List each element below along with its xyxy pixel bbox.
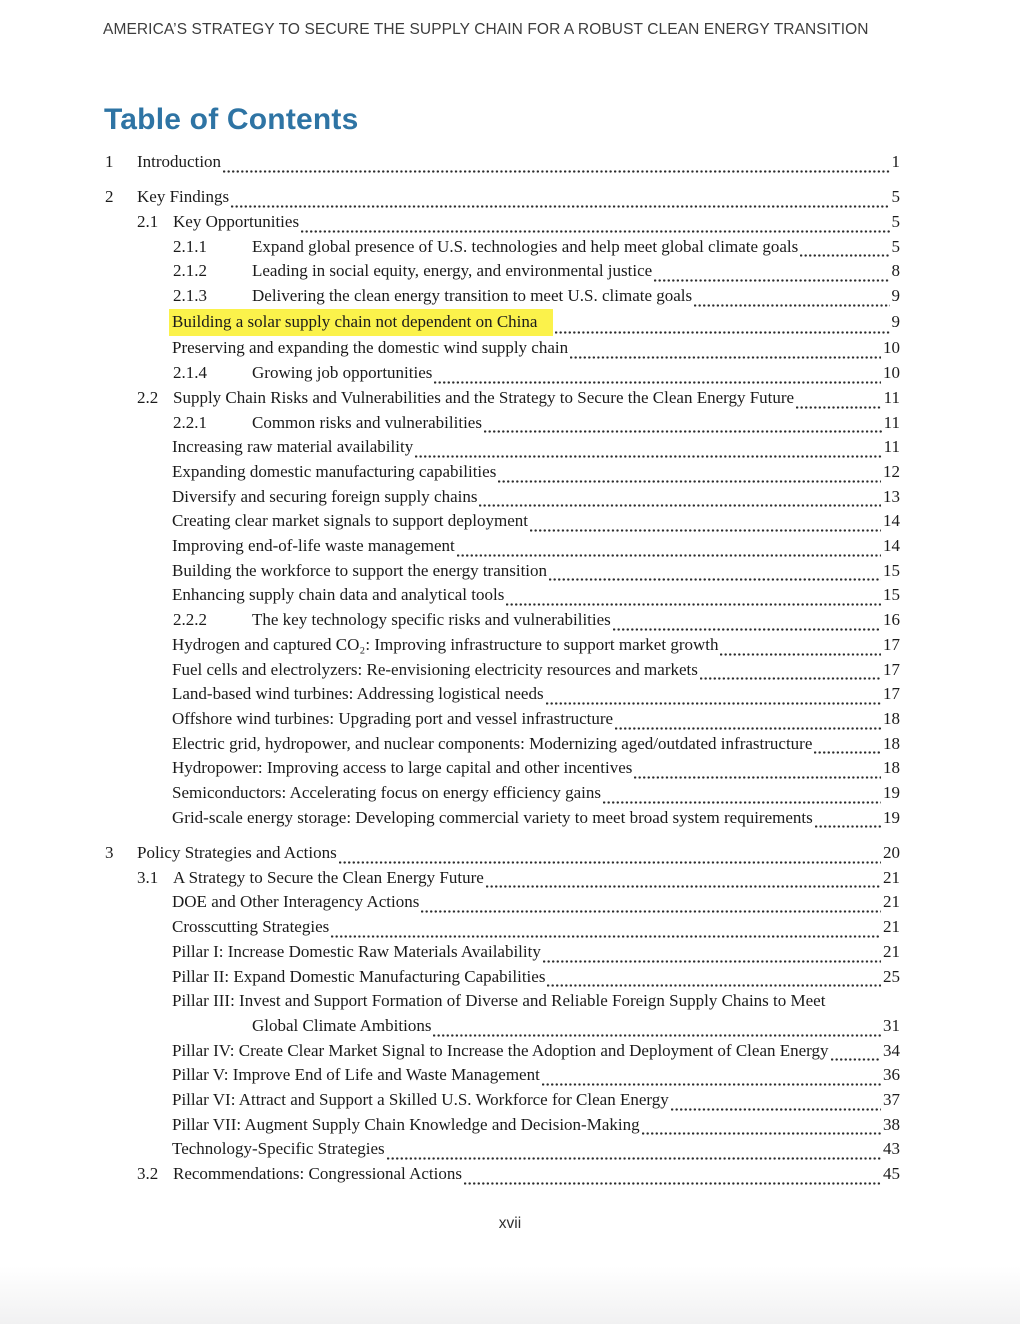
toc-entry-label: Growing job opportunities [252, 363, 433, 383]
dot-leader [421, 908, 881, 915]
dot-leader [223, 168, 889, 175]
toc-entry-page: 5 [891, 211, 900, 231]
toc-entry[interactable] [105, 1039, 900, 1064]
dot-leader [547, 982, 881, 989]
toc-entry[interactable] [105, 583, 900, 608]
toc-entry-label: Hydropower: Improving access to large capital and other incentives [172, 758, 633, 778]
toc-entry-label: Building a solar supply chain not dependent on China [169, 309, 553, 337]
toc-entry-number: 2.2.1 [173, 412, 207, 432]
dot-leader [642, 1130, 881, 1137]
dot-leader [831, 1056, 881, 1063]
dot-leader [506, 601, 881, 608]
toc-entry[interactable] [105, 608, 900, 633]
toc-entry-label: Delivering the clean energy transition to meet U.S. climate goals [252, 286, 693, 306]
toc-entry-page: 34 [883, 1040, 900, 1060]
toc-entry-label: Global Climate Ambitions [252, 1015, 432, 1035]
toc-entry-label: Creating clear market signals to support deployment [172, 511, 528, 531]
toc-entry-label: DOE and Other Interagency Actions [172, 892, 420, 912]
toc-entry-label: Policy Strategies and Actions [137, 842, 337, 862]
toc-entry-page: 17 [883, 659, 900, 679]
dot-leader [484, 428, 882, 435]
toc-entry-number: 2.1.3 [173, 286, 207, 306]
dot-leader [530, 527, 881, 534]
toc-entry[interactable] [105, 411, 900, 436]
toc-entry-label: Electric grid, hydropower, and nuclear components: Modernizing aged/outdated infrastructure [172, 733, 813, 753]
toc-entry[interactable] [105, 460, 900, 485]
toc-entry-page: 18 [883, 733, 900, 753]
toc-entry[interactable] [105, 781, 900, 806]
toc-entry[interactable] [105, 890, 900, 915]
footer-page-number: xvii [498, 1215, 522, 1232]
toc-entry-label: Grid-scale energy storage: Developing commercial variety to meet broad system requirements [172, 807, 813, 827]
toc-entry-page: 12 [883, 461, 900, 481]
toc-entry-label: Enhancing supply chain data and analytical tools [172, 585, 505, 605]
toc-entry-label: Pillar IV: Create Clear Market Signal to Increase the Adoption and Deployment of Clean Energy [172, 1040, 829, 1060]
toc-entry-page: 36 [883, 1065, 900, 1085]
toc-entry-label: Pillar I: Increase Domestic Raw Materials Availability [172, 941, 541, 961]
toc-entry-label: Improving end-of-life waste management [172, 536, 455, 556]
toc-entry[interactable] [105, 509, 900, 534]
toc-entry-label: Fuel cells and electrolyzers: Re-envisioning electricity resources and markets [172, 659, 698, 679]
toc-entry-page: 16 [883, 610, 900, 630]
toc-entry[interactable] [105, 965, 900, 990]
toc-entry-label: Expanding domestic manufacturing capabilities [172, 461, 497, 481]
toc-entry[interactable] [105, 1137, 900, 1162]
dot-leader [796, 404, 882, 411]
toc-entry[interactable] [105, 940, 900, 965]
toc-entry-page: 10 [883, 338, 900, 358]
toc-entry-page: 21 [883, 892, 900, 912]
dot-leader [654, 277, 889, 284]
dot-leader [613, 626, 881, 633]
toc-entry-page: 31 [883, 1015, 900, 1035]
toc-entry-label: Pillar V: Improve End of Life and Waste Management [172, 1065, 540, 1085]
toc-entry-page: 19 [883, 783, 900, 803]
dot-leader [331, 933, 881, 940]
dot-leader [433, 1032, 881, 1039]
toc-entry-label: Technology-Specific Strategies [172, 1139, 385, 1159]
toc-entry-page: 11 [883, 387, 900, 407]
toc-entry[interactable] [105, 534, 900, 559]
toc-entry-label: Expand global presence of U.S. technologies and help meet global climate goals [252, 236, 799, 256]
page-title: Table of Contents [104, 103, 359, 136]
toc-entry-label: A Strategy to Secure the Clean Energy Future [173, 867, 484, 887]
toc-entry[interactable] [105, 682, 900, 707]
dot-leader [603, 799, 881, 806]
dot-leader [301, 228, 889, 235]
toc-entry[interactable] [105, 336, 900, 361]
toc-entry-label: Introduction [137, 152, 222, 171]
toc-entry[interactable] [105, 361, 900, 386]
toc-entry[interactable] [105, 1063, 900, 1088]
toc-entry-label: Building the workforce to support the energy transition [172, 560, 548, 580]
toc-entry-number: 2 [105, 187, 114, 207]
toc-entry-label: Land-based wind turbines: Addressing logistical needs [172, 684, 544, 704]
toc-entry[interactable] [105, 435, 900, 460]
toc-entry[interactable] [105, 185, 900, 210]
toc-entry[interactable] [105, 284, 900, 309]
toc-entry[interactable] [105, 806, 900, 831]
toc-entry-page: 18 [883, 708, 900, 728]
toc-entry-page: 15 [883, 560, 900, 580]
dot-leader [720, 651, 881, 658]
toc-entry[interactable] [105, 1088, 900, 1113]
toc-entry-page: 5 [891, 187, 900, 207]
toc-entry-number: 3 [105, 842, 114, 862]
toc-entry-label: Key Opportunities [173, 211, 300, 231]
toc-entry-page: 19 [883, 807, 900, 827]
toc-entry-page: 10 [883, 363, 900, 383]
toc-entry-page: 11 [883, 412, 900, 432]
toc-entry-page: 45 [883, 1164, 900, 1184]
toc-entry-page: 14 [883, 536, 900, 556]
dot-leader [549, 576, 881, 583]
dot-leader [542, 1081, 881, 1088]
toc-entry-page: 21 [883, 867, 900, 887]
toc-entry-page: 21 [883, 917, 900, 937]
dot-leader [387, 1155, 881, 1162]
toc-entry-page: 17 [883, 634, 900, 654]
toc-entry-page: 38 [883, 1114, 900, 1134]
toc-entry[interactable] [105, 559, 900, 584]
dot-leader [555, 329, 889, 336]
dot-leader [570, 354, 881, 361]
toc-entry-label: Leading in social equity, energy, and environmental justice [252, 261, 653, 281]
toc-entry-label: Increasing raw material availability [172, 437, 414, 457]
dot-leader [634, 774, 881, 781]
toc-entry[interactable] [105, 1113, 900, 1138]
dot-leader [464, 1180, 881, 1187]
toc-entry-page: 20 [883, 842, 900, 862]
toc-entry-label: Pillar II: Expand Domestic Manufacturing Capabilities [172, 966, 546, 986]
toc-entry-number: 2.2 [137, 387, 159, 407]
toc-entry[interactable] [105, 386, 900, 411]
toc-entry-page: 5 [891, 236, 900, 256]
toc-entry[interactable] [105, 658, 900, 683]
dot-leader [415, 453, 881, 460]
toc-entry-label: Key Findings [137, 187, 230, 207]
toc-entry[interactable] [105, 633, 900, 658]
toc-entry-page: 9 [891, 286, 900, 306]
toc-entry-label: The key technology specific risks and vulnerabilities [252, 610, 611, 630]
dot-leader [543, 958, 881, 965]
toc-entry-label: Crosscutting Strategies [172, 917, 330, 937]
toc-entry-label: Semiconductors: Accelerating focus on energy efficiency gains [172, 783, 601, 803]
toc-entry[interactable] [105, 485, 900, 510]
toc-entry-label: Recommendations: Congressional Actions [173, 1164, 462, 1184]
toc-entry-number: 3.1 [137, 867, 159, 887]
document-running-header: AMERICA’S STRATEGY TO SECURE THE SUPPLY CHAIN FOR A ROBUST CLEAN ENERGY TRANSITION [103, 21, 869, 38]
toc-entry-page: 43 [883, 1139, 900, 1159]
toc-entry-number: 2.2.2 [173, 610, 207, 630]
toc-entry-page: 37 [883, 1090, 900, 1110]
toc-entry-label: Pillar VI: Attract and Support a Skilled U.S. Workforce for Clean Energy [172, 1090, 669, 1110]
toc-entry-label: Preserving and expanding the domestic wind supply chain [172, 338, 569, 358]
dot-leader [814, 749, 881, 756]
toc-entry-number: 2.1.2 [173, 261, 207, 281]
dot-leader [434, 379, 881, 386]
dot-leader [671, 1106, 881, 1113]
toc-entry[interactable] [105, 756, 900, 781]
table-of-contents [105, 150, 900, 1187]
toc-entry-label: Supply Chain Risks and Vulnerabilities and the Strategy to Secure the Clean Energy Future [173, 387, 795, 407]
toc-entry-number: 1 [105, 152, 114, 171]
toc-entry-page: 11 [883, 437, 900, 457]
toc-entry-continuation[interactable] [105, 1014, 900, 1039]
dot-leader [615, 725, 881, 732]
toc-entry-page: 21 [883, 941, 900, 961]
toc-entry-number: 2.1.1 [173, 236, 207, 256]
toc-entry[interactable] [105, 309, 900, 337]
toc-entry[interactable] [105, 707, 900, 732]
toc-entry[interactable] [105, 866, 900, 891]
dot-leader [479, 502, 881, 509]
dot-leader [546, 700, 881, 707]
toc-entry[interactable] [105, 732, 900, 757]
dot-leader [800, 252, 889, 259]
toc-entry[interactable] [105, 989, 900, 1014]
toc-entry-page: 8 [891, 261, 900, 281]
toc-entry-label: Offshore wind turbines: Upgrading port and vessel infrastructure [172, 708, 614, 728]
toc-entry-number: 3.2 [137, 1164, 159, 1184]
toc-entry-number: 2.1 [137, 211, 159, 231]
dot-leader [498, 478, 881, 485]
toc-entry-label: Pillar III: Invest and Support Formation of Diverse and Reliable Foreign Supply Chains to Meet [172, 991, 826, 1011]
toc-entry[interactable] [105, 235, 900, 260]
toc-entry-label: Common risks and vulnerabilities [252, 412, 482, 432]
toc-entry[interactable] [105, 210, 900, 235]
dot-leader [231, 203, 889, 210]
dot-leader [457, 552, 881, 559]
toc-entry-page: 9 [891, 311, 900, 331]
toc-entry[interactable] [105, 915, 900, 940]
toc-entry[interactable] [105, 259, 900, 284]
toc-entry[interactable] [105, 841, 900, 866]
dot-leader [339, 859, 881, 866]
toc-entry[interactable] [105, 1162, 900, 1187]
toc-entry-page: 25 [883, 966, 900, 986]
page-bottom-shade [0, 1266, 1020, 1324]
dot-leader [700, 675, 881, 682]
dot-leader [815, 823, 881, 830]
toc-entry-label: Diversify and securing foreign supply chains [172, 486, 478, 506]
dot-leader [694, 302, 889, 309]
toc-entry-number: 2.1.4 [173, 363, 207, 383]
toc-entry-label: Hydrogen and captured CO₂: Improving infrastructure to support market growth [172, 634, 719, 654]
toc-entry-page: 13 [883, 486, 900, 506]
toc-entry-page: 14 [883, 511, 900, 531]
toc-entry-page: 17 [883, 684, 900, 704]
toc-entry[interactable] [105, 150, 900, 175]
toc-entry-label: Pillar VII: Augment Supply Chain Knowledge and Decision-Making [172, 1114, 640, 1134]
toc-entry-page: 18 [883, 758, 900, 778]
toc-entry-page: 1 [891, 152, 900, 171]
toc-entry-page: 15 [883, 585, 900, 605]
dot-leader [486, 883, 881, 890]
